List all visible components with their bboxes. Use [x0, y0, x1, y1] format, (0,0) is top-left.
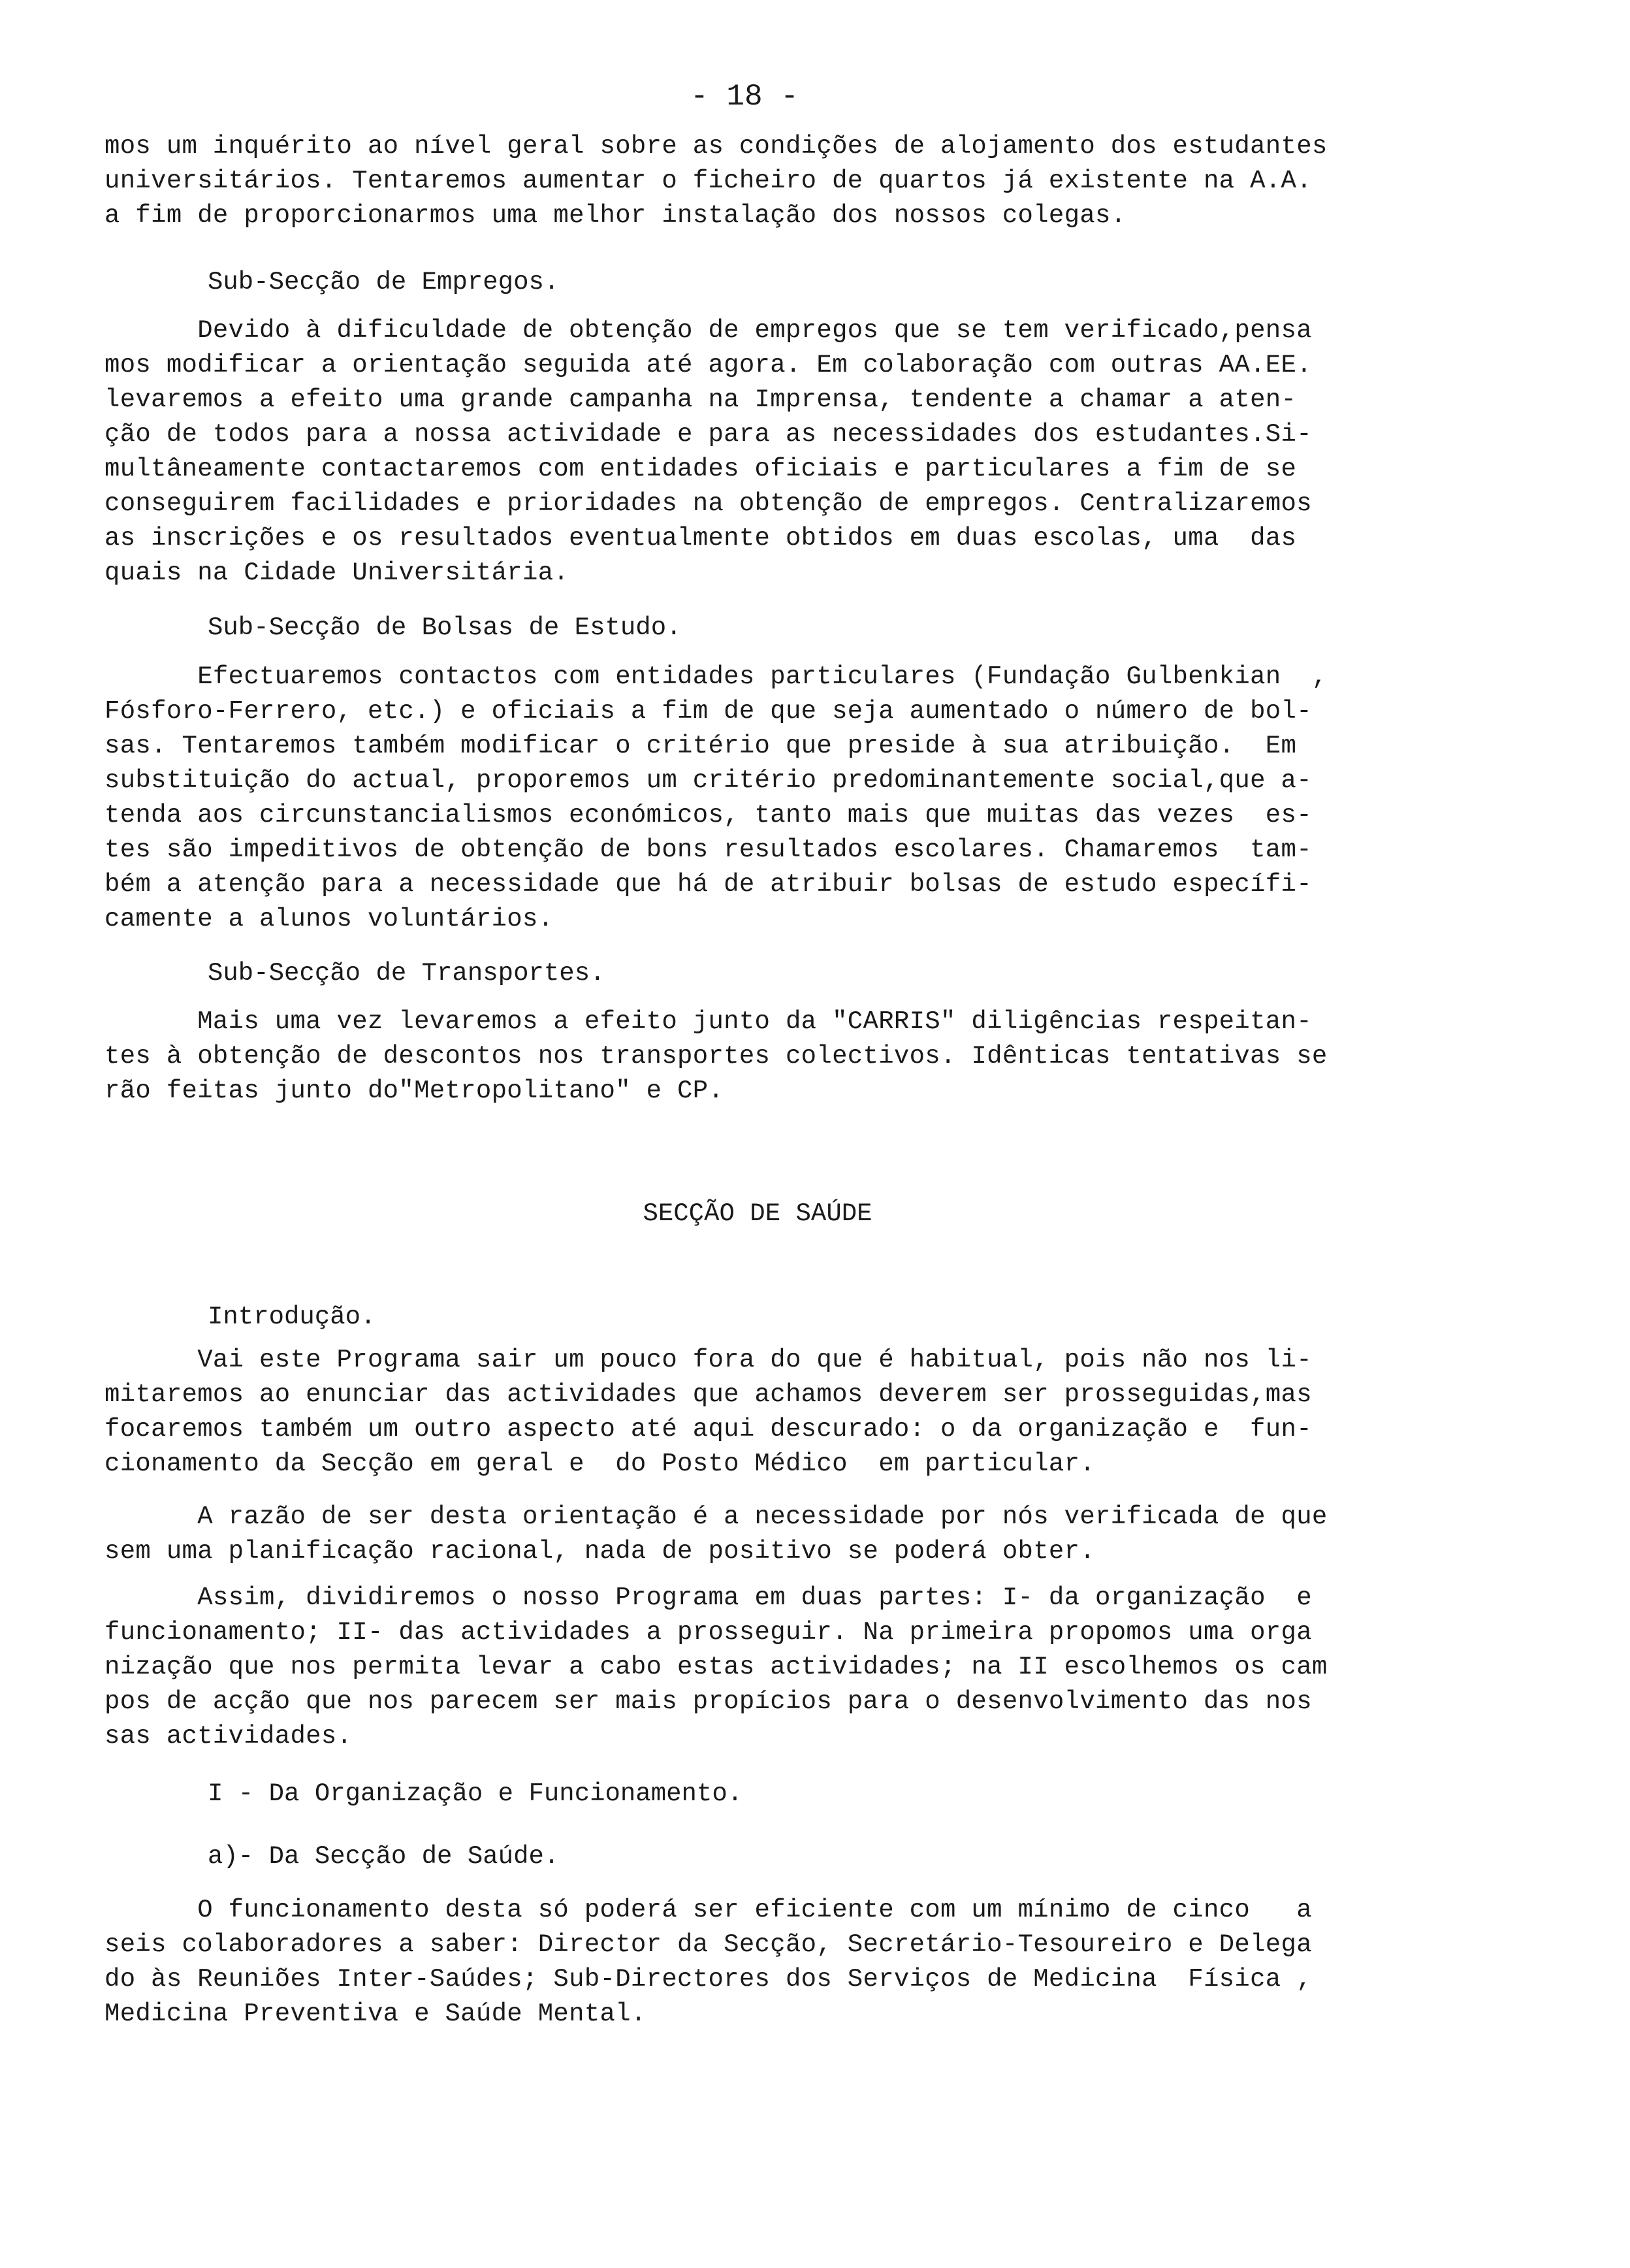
transportes-paragraph: Mais uma vez levaremos a efeito junto da "CARRIS" diligências respeitan- tes à obtenção de descontos nos transportes colectivos. Idênticas tentativas se rão feitas junto do"Metropolitano" e CP. [104, 1007, 1328, 1105]
saude-paragraph-4: O funcionamento desta só poderá ser eficiente com um mínimo de cinco a seis colaboradores a saber: Director da Secção, Secretário-Tesoureiro e Delega do às Reuniões Inter-Saúdes; Sub-Directores dos Serviços de Medicina Física , Medicina Preventiva e Saúde Mental. [104, 1896, 1312, 2028]
page-number: - 18 - [690, 80, 799, 114]
part1-heading: I - Da Organização e Funcionamento. [208, 1779, 743, 1808]
saude-paragraph-2: A razão de ser desta orientação é a necessidade por nós verificada de que sem uma planificação racional, nada de positivo se poderá obter. [104, 1502, 1328, 1566]
sub-a-heading: a)- Da Secção de Saúde. [208, 1842, 560, 1871]
transportes-heading: Sub-Secção de Transportes. [208, 959, 605, 988]
intro-paragraph: mos um inquérito ao nível geral sobre as condições de alojamento dos estudantes universitários. Tentaremos aumentar o ficheiro de quartos já existente na A.A. a fim de proporcionarmos uma melhor instalação dos nossos colegas. [104, 132, 1328, 230]
saude-intro-heading: Introdução. [208, 1303, 376, 1331]
saude-paragraph-3: Assim, dividiremos o nosso Programa em duas partes: I- da organização e funcionamento; II- das actividades a prosseguir. Na primeira propomos uma orga nização que nos permita levar a cabo estas actividades; na II escolhemos os cam pos de acção que nos parecem ser mais propícios para o desenvolvimento das nos sas actividades. [104, 1583, 1328, 1751]
bolsas-paragraph: Efectuaremos contactos com entidades particulares (Fundação Gulbenkian , Fósforo-Ferrero, etc.) e oficiais a fim de que seja aumentado o número de bol- sas. Tentaremos também modificar o critério que preside à sua atribuição. Em substituição do actual, proporemos um critério predominantemente social,que a- tenda aos circunstancialismos económicos, tanto mais que muitas das vezes es- tes são impeditivos de obtenção de bons resultados escolares. Chamaremos tam- bém a atenção para a necessidade que há de atribuir bolsas de estudo específi- camente a alunos voluntários. [104, 662, 1328, 933]
empregos-heading: Sub-Secção de Empregos. [208, 268, 560, 297]
saude-paragraph-1: Vai este Programa sair um pouco fora do que é habitual, pois não nos li- mitaremos ao enunciar das actividades que achamos deverem ser prosseguidas,mas focaremos também um outro aspecto até aqui descurado: o da organização e fun- cionamento da Secção em geral e do Posto Médico em particular. [104, 1346, 1312, 1478]
bolsas-heading: Sub-Secção de Bolsas de Estudo. [208, 613, 682, 642]
empregos-paragraph: Devido à dificuldade de obtenção de empregos que se tem verificado,pensa mos modificar a orientação seguida até agora. Em colaboração com outras AA.EE. levaremos a efeito uma grande campanha na Imprensa, tendente a chamar a aten- ção de todos para a nossa actividade e para as necessidades dos estudantes.Si- multâneamente contactaremos com entidades oficiais e particulares a fim de se conseguirem facilidades e prioridades na obtenção de empregos. Centralizaremos as inscrições e os resultados eventualmente obtidos em duas escolas, uma das quais na Cidade Universitária. [104, 316, 1312, 587]
saude-section-title: SECÇÃO DE SAÚDE [643, 1199, 872, 1228]
